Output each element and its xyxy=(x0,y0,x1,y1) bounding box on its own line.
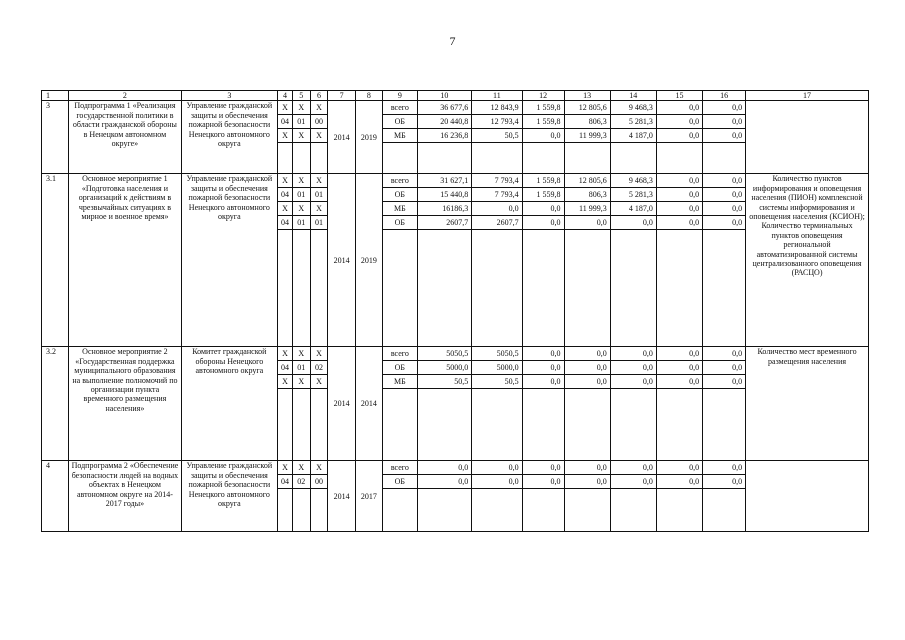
funding-source: ОБ xyxy=(383,115,418,129)
amount-cell: 0,0 xyxy=(656,101,702,115)
amount-cell: 0,0 xyxy=(656,475,702,489)
amount-cell: 0,0 xyxy=(656,202,702,216)
budget-code-cell: Х xyxy=(292,375,310,389)
amount-cell: 0,0 xyxy=(703,174,746,188)
section-indicator xyxy=(746,101,869,174)
funding-source: ОБ xyxy=(383,475,418,489)
empty-cell xyxy=(383,489,418,532)
amount-cell: 5 281,3 xyxy=(610,188,656,202)
budget-code-cell: Х xyxy=(278,202,293,216)
amount-cell: 20 440,8 xyxy=(417,115,472,129)
section-number: 3.1 xyxy=(42,174,69,347)
empty-cell xyxy=(310,489,328,532)
amount-cell: 0,0 xyxy=(417,475,472,489)
empty-cell xyxy=(472,489,522,532)
empty-cell xyxy=(472,389,522,461)
amount-cell: 0,0 xyxy=(564,347,610,361)
amount-cell: 4 187,0 xyxy=(610,202,656,216)
amount-cell: 50,5 xyxy=(472,375,522,389)
funding-source: ОБ xyxy=(383,361,418,375)
amount-cell: 0,0 xyxy=(522,375,564,389)
funding-source: всего xyxy=(383,101,418,115)
budget-code-cell: 00 xyxy=(310,115,328,129)
empty-cell xyxy=(292,489,310,532)
amount-cell: 11 999,3 xyxy=(564,129,610,143)
budget-code-cell: 04 xyxy=(278,475,293,489)
budget-code-cell: Х xyxy=(310,202,328,216)
amount-cell: 0,0 xyxy=(656,115,702,129)
budget-code-cell: Х xyxy=(310,129,328,143)
empty-cell xyxy=(656,489,702,532)
program-table-container xyxy=(41,90,869,532)
empty-cell xyxy=(656,230,702,347)
section-executor: Комитет гражданской обороны Ненецкого автономного округа xyxy=(181,347,278,461)
budget-code-cell: Х xyxy=(292,202,310,216)
header-cell: 9 xyxy=(383,91,418,101)
amount-cell: 5050,5 xyxy=(472,347,522,361)
budget-code-cell: Х xyxy=(278,129,293,143)
amount-cell: 5000,0 xyxy=(472,361,522,375)
empty-cell xyxy=(417,489,472,532)
funding-source: всего xyxy=(383,347,418,361)
section-indicator: Количество мест временного размещения населения xyxy=(746,347,869,461)
budget-code-cell: Х xyxy=(310,174,328,188)
amount-cell: 0,0 xyxy=(472,202,522,216)
header-cell: 15 xyxy=(656,91,702,101)
budget-code-cell: 00 xyxy=(310,475,328,489)
amount-cell: 12 793,4 xyxy=(472,115,522,129)
amount-cell: 1 559,8 xyxy=(522,101,564,115)
section-name: Основное мероприятие 2 «Государственная поддержка муниципального образования на выполнение полномочий по организации пункта временного размещения населения» xyxy=(69,347,181,461)
amount-cell: 0,0 xyxy=(703,129,746,143)
year-end: 2019 xyxy=(355,174,382,347)
empty-cell xyxy=(522,230,564,347)
budget-code-cell: 04 xyxy=(278,361,293,375)
amount-cell: 1 559,8 xyxy=(522,115,564,129)
budget-code-cell: Х xyxy=(292,461,310,475)
amount-cell: 0,0 xyxy=(417,461,472,475)
amount-cell: 0,0 xyxy=(656,375,702,389)
empty-cell xyxy=(417,389,472,461)
amount-cell: 0,0 xyxy=(610,375,656,389)
budget-code-cell: Х xyxy=(292,101,310,115)
budget-code-cell: 01 xyxy=(310,188,328,202)
header-cell: 4 xyxy=(278,91,293,101)
amount-cell: 2607,7 xyxy=(417,216,472,230)
header-cell: 11 xyxy=(472,91,522,101)
header-cell: 3 xyxy=(181,91,278,101)
header-cell: 7 xyxy=(328,91,355,101)
header-cell: 5 xyxy=(292,91,310,101)
amount-cell: 0,0 xyxy=(703,101,746,115)
budget-code-cell: 01 xyxy=(292,188,310,202)
section-number: 3.2 xyxy=(42,347,69,461)
budget-code-cell: 01 xyxy=(292,216,310,230)
amount-cell: 9 468,3 xyxy=(610,174,656,188)
empty-cell xyxy=(383,143,418,174)
amount-cell: 0,0 xyxy=(656,361,702,375)
amount-cell: 0,0 xyxy=(656,461,702,475)
amount-cell: 0,0 xyxy=(610,347,656,361)
header-cell: 1 xyxy=(42,91,69,101)
budget-code-cell: 01 xyxy=(292,361,310,375)
amount-cell: 0,0 xyxy=(522,202,564,216)
amount-cell: 0,0 xyxy=(703,461,746,475)
budget-code-cell: Х xyxy=(278,101,293,115)
empty-cell xyxy=(310,143,328,174)
empty-cell xyxy=(278,143,293,174)
table-body xyxy=(42,91,869,532)
year-end: 2014 xyxy=(355,347,382,461)
amount-cell: 0,0 xyxy=(564,375,610,389)
year-start: 2014 xyxy=(328,347,355,461)
table-row xyxy=(42,101,869,115)
amount-cell: 7 793,4 xyxy=(472,174,522,188)
amount-cell: 15 440,8 xyxy=(417,188,472,202)
empty-cell xyxy=(656,143,702,174)
budget-code-cell: Х xyxy=(310,375,328,389)
year-end: 2017 xyxy=(355,461,382,532)
empty-cell xyxy=(703,143,746,174)
budget-code-cell: Х xyxy=(310,461,328,475)
budget-code-cell: 02 xyxy=(310,361,328,375)
amount-cell: 0,0 xyxy=(564,461,610,475)
amount-cell: 0,0 xyxy=(703,347,746,361)
amount-cell: 1 559,8 xyxy=(522,188,564,202)
table-row xyxy=(42,347,869,361)
budget-code-cell: Х xyxy=(278,375,293,389)
empty-cell xyxy=(383,230,418,347)
section-executor: Управление гражданской защиты и обеспечения пожарной безопасности Ненецкого автономного округа xyxy=(181,461,278,532)
budget-code-cell: Х xyxy=(278,461,293,475)
amount-cell: 9 468,3 xyxy=(610,101,656,115)
amount-cell: 7 793,4 xyxy=(472,188,522,202)
budget-code-cell: 04 xyxy=(278,188,293,202)
amount-cell: 0,0 xyxy=(656,188,702,202)
amount-cell: 0,0 xyxy=(656,216,702,230)
empty-cell xyxy=(703,230,746,347)
amount-cell: 0,0 xyxy=(703,216,746,230)
empty-cell xyxy=(278,389,293,461)
empty-cell xyxy=(472,143,522,174)
empty-cell xyxy=(417,230,472,347)
empty-cell xyxy=(292,389,310,461)
empty-cell xyxy=(310,389,328,461)
amount-cell: 0,0 xyxy=(703,375,746,389)
header-cell: 14 xyxy=(610,91,656,101)
amount-cell: 50,5 xyxy=(472,129,522,143)
section-executor: Управление гражданской защиты и обеспечения пожарной безопасности Ненецкого автономного округа xyxy=(181,174,278,347)
budget-code-cell: 04 xyxy=(278,115,293,129)
amount-cell: 12 843,9 xyxy=(472,101,522,115)
funding-source: ОБ xyxy=(383,188,418,202)
header-cell: 10 xyxy=(417,91,472,101)
header-cell: 6 xyxy=(310,91,328,101)
amount-cell: 50,5 xyxy=(417,375,472,389)
amount-cell: 36 677,6 xyxy=(417,101,472,115)
empty-cell xyxy=(610,143,656,174)
program-table xyxy=(41,90,869,532)
section-number: 3 xyxy=(42,101,69,174)
amount-cell: 0,0 xyxy=(564,216,610,230)
funding-source: МБ xyxy=(383,202,418,216)
empty-cell xyxy=(610,389,656,461)
funding-source: ОБ xyxy=(383,216,418,230)
empty-cell xyxy=(292,230,310,347)
amount-cell: 0,0 xyxy=(564,361,610,375)
amount-cell: 0,0 xyxy=(656,129,702,143)
empty-cell xyxy=(472,230,522,347)
amount-cell: 16186,3 xyxy=(417,202,472,216)
budget-code-cell: 04 xyxy=(278,216,293,230)
empty-cell xyxy=(278,230,293,347)
empty-cell xyxy=(417,143,472,174)
section-number: 4 xyxy=(42,461,69,532)
amount-cell: 0,0 xyxy=(522,461,564,475)
amount-cell: 12 805,6 xyxy=(564,174,610,188)
header-cell: 12 xyxy=(522,91,564,101)
empty-cell xyxy=(656,389,702,461)
funding-source: МБ xyxy=(383,129,418,143)
amount-cell: 0,0 xyxy=(472,475,522,489)
funding-source: всего xyxy=(383,174,418,188)
year-start: 2014 xyxy=(328,101,355,174)
empty-cell xyxy=(564,389,610,461)
budget-code-cell: Х xyxy=(278,174,293,188)
empty-cell xyxy=(610,230,656,347)
funding-source: МБ xyxy=(383,375,418,389)
amount-cell: 4 187,0 xyxy=(610,129,656,143)
empty-cell xyxy=(310,230,328,347)
amount-cell: 806,3 xyxy=(564,115,610,129)
budget-code-cell: Х xyxy=(310,347,328,361)
page-number: 7 xyxy=(449,34,456,48)
empty-cell xyxy=(703,389,746,461)
budget-code-cell: Х xyxy=(310,101,328,115)
budget-code-cell: Х xyxy=(292,174,310,188)
amount-cell: 31 627,1 xyxy=(417,174,472,188)
amount-cell: 0,0 xyxy=(522,475,564,489)
empty-cell xyxy=(292,143,310,174)
amount-cell: 0,0 xyxy=(703,361,746,375)
amount-cell: 0,0 xyxy=(522,347,564,361)
amount-cell: 0,0 xyxy=(564,475,610,489)
header-cell: 13 xyxy=(564,91,610,101)
amount-cell: 5050,5 xyxy=(417,347,472,361)
section-indicator xyxy=(746,461,869,532)
amount-cell: 0,0 xyxy=(472,461,522,475)
amount-cell: 11 999,3 xyxy=(564,202,610,216)
table-row xyxy=(42,174,869,188)
section-indicator: Количество пунктов информирования и оповещения населения (ПИОН) комплексной системы информирования и оповещения населения (КСИОН); Количество терминальных пунктов оповещения региональной автоматизированной системы централизованного оповещения (РАСЦО) xyxy=(746,174,869,347)
empty-cell xyxy=(703,489,746,532)
amount-cell: 0,0 xyxy=(610,461,656,475)
year-end: 2019 xyxy=(355,101,382,174)
amount-cell: 2607,7 xyxy=(472,216,522,230)
empty-cell xyxy=(564,230,610,347)
budget-code-cell: Х xyxy=(292,347,310,361)
empty-cell xyxy=(564,143,610,174)
section-name: Подпрограмма 2 «Обеспечение безопасности людей на водных объектах в Ненецком автономном округе на 2014-2017 годы» xyxy=(69,461,181,532)
table-row xyxy=(42,461,869,475)
amount-cell: 0,0 xyxy=(522,216,564,230)
amount-cell: 0,0 xyxy=(610,216,656,230)
funding-source: всего xyxy=(383,461,418,475)
amount-cell: 12 805,6 xyxy=(564,101,610,115)
amount-cell: 0,0 xyxy=(656,174,702,188)
header-cell: 16 xyxy=(703,91,746,101)
amount-cell: 16 236,8 xyxy=(417,129,472,143)
header-cell: 2 xyxy=(69,91,181,101)
budget-code-cell: Х xyxy=(278,347,293,361)
header-row xyxy=(42,91,869,101)
amount-cell: 0,0 xyxy=(703,202,746,216)
empty-cell xyxy=(278,489,293,532)
amount-cell: 5000,0 xyxy=(417,361,472,375)
empty-cell xyxy=(564,489,610,532)
section-executor: Управление гражданской защиты и обеспечения пожарной безопасности Ненецкого автономного округа xyxy=(181,101,278,174)
budget-code-cell: 02 xyxy=(292,475,310,489)
amount-cell: 0,0 xyxy=(610,361,656,375)
amount-cell: 0,0 xyxy=(610,475,656,489)
header-cell: 17 xyxy=(746,91,869,101)
budget-code-cell: 01 xyxy=(310,216,328,230)
empty-cell xyxy=(522,143,564,174)
amount-cell: 0,0 xyxy=(656,347,702,361)
empty-cell xyxy=(522,489,564,532)
budget-code-cell: Х xyxy=(292,129,310,143)
header-cell: 8 xyxy=(355,91,382,101)
budget-code-cell: 01 xyxy=(292,115,310,129)
amount-cell: 0,0 xyxy=(703,188,746,202)
amount-cell: 5 281,3 xyxy=(610,115,656,129)
amount-cell: 0,0 xyxy=(703,115,746,129)
amount-cell: 0,0 xyxy=(522,129,564,143)
amount-cell: 806,3 xyxy=(564,188,610,202)
amount-cell: 0,0 xyxy=(703,475,746,489)
year-start: 2014 xyxy=(328,174,355,347)
year-start: 2014 xyxy=(328,461,355,532)
amount-cell: 0,0 xyxy=(522,361,564,375)
empty-cell xyxy=(522,389,564,461)
section-name: Основное мероприятие 1 «Подготовка населения и организаций к действиям в чрезвычайных ситуациях в мирное и военное время» xyxy=(69,174,181,347)
section-name: Подпрограмма 1 «Реализация государственной политики в области гражданской обороны в Ненецком автономном округе» xyxy=(69,101,181,174)
empty-cell xyxy=(610,489,656,532)
amount-cell: 1 559,8 xyxy=(522,174,564,188)
empty-cell xyxy=(383,389,418,461)
